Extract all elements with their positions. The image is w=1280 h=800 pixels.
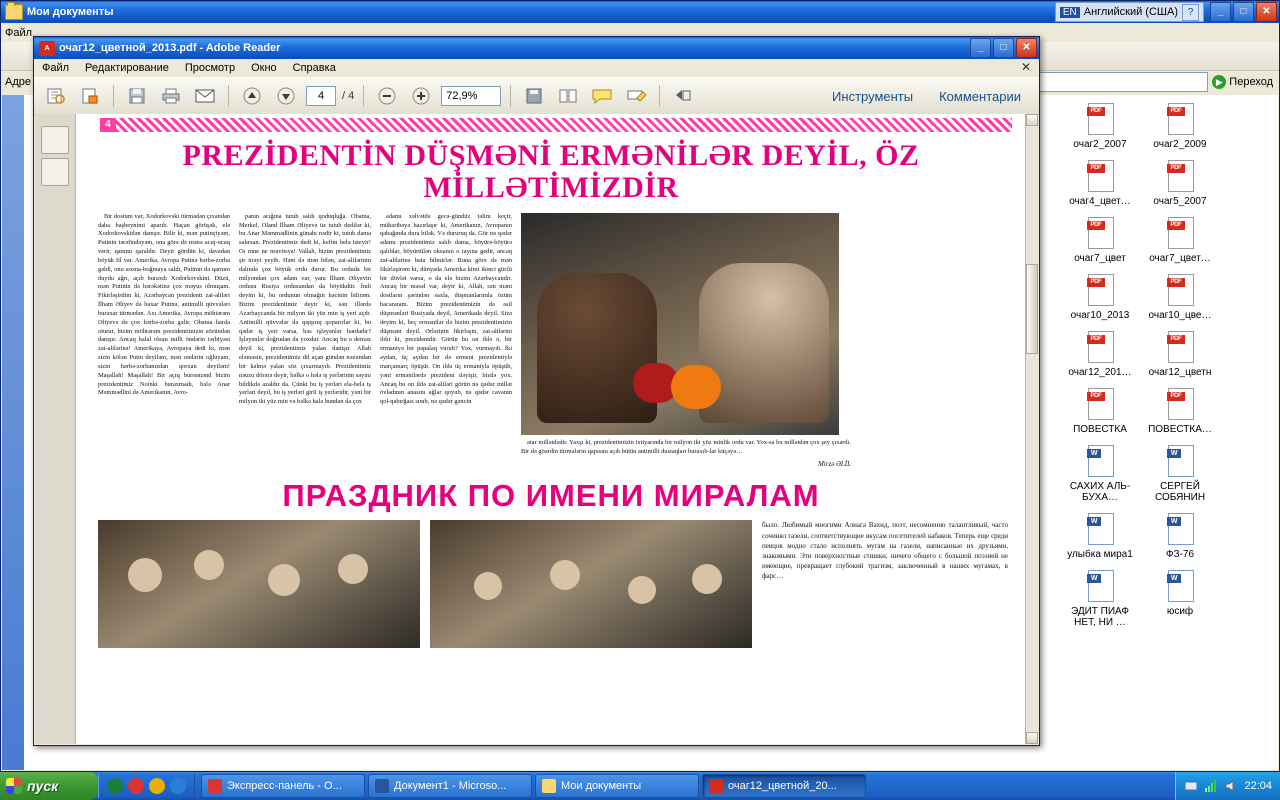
fullscreen-icon[interactable] [669,82,697,110]
pdf-icon: PDF [1084,274,1116,308]
pdf-icon: PDF [1084,388,1116,422]
file-item[interactable] [1140,509,1220,566]
file-item[interactable] [1060,270,1140,327]
word-icon: W [1164,513,1196,547]
file-item[interactable] [1060,509,1140,566]
opera-icon[interactable] [128,778,144,794]
adobe-reader-icon [709,779,723,793]
page-layout-icon[interactable] [554,82,582,110]
language-code: EN [1060,7,1080,18]
file-label: очаг2_2007 [1073,139,1127,150]
word-icon: W [1084,445,1116,479]
file-row [1060,99,1280,156]
file-item[interactable] [1140,99,1220,156]
word-icon: W [1164,445,1196,479]
highlight-icon[interactable] [622,82,650,110]
toolbar-divider [659,85,660,107]
file-label: юсиф [1166,606,1194,617]
task-list [195,774,1175,798]
page-header-bar [100,118,1012,132]
file-label: очаг10_цве… [1148,310,1212,321]
quick-launch-icon-1[interactable] [107,778,123,794]
file-item[interactable] [1060,441,1140,509]
next-page-icon[interactable] [272,82,300,110]
toolbar-divider [363,85,364,107]
file-item[interactable] [1140,327,1220,384]
pdf-icon: PDF [1164,217,1196,251]
column-2 [239,213,371,469]
page-thumbnails-icon[interactable] [41,126,69,154]
explorer-title: Мои документы [27,6,114,18]
file-label: очаг7_цвет… [1149,253,1211,264]
column-text: atar millətdədir. Yaxşı ki, prezidentimizin ixtiyarında bir milyon iki yüz minlik ordu var. Yox-sa bu millətdən çox şey çıxardı. Bir də göərdin türmələrin qapısını açıb bütün antimilli dustaqları buraxıb-lar küçəyə… [521,438,851,455]
email-icon[interactable] [191,82,219,110]
document-view[interactable] [76,114,1038,744]
close-button[interactable]: ✕ [1016,38,1037,58]
file-label: очаг12_цветн [1148,367,1212,378]
column-4 [521,213,851,469]
file-label: очаг2_2009 [1153,139,1207,150]
go-arrow-icon: ▶ [1212,75,1226,89]
file-label: ПОВЕСТКА… [1148,424,1212,435]
file-label: ЭДИТ ПИАФ НЕТ, НИ … [1070,606,1130,628]
boxing-photo [521,213,839,435]
file-item[interactable] [1140,566,1220,634]
pdf-icon: PDF [1084,103,1116,137]
taskbar-item-explorer[interactable] [535,774,699,798]
taskbar-item-opera[interactable] [201,774,365,798]
minimize-button[interactable]: _ [1210,2,1231,22]
taskbar-item-label: очаг12_цветной_20... [728,780,837,792]
word-icon: W [1084,513,1116,547]
scroll-up-button[interactable] [1026,114,1038,126]
file-item[interactable] [1140,213,1220,270]
toolbar-divider [228,85,229,107]
menu-edit[interactable]: Редактирование [85,62,169,74]
pdf-icon: PDF [1164,274,1196,308]
previous-page-icon[interactable] [238,82,266,110]
acrobat-toolbar [34,77,1039,115]
file-row [1060,509,1280,566]
toolbar-divider [113,85,114,107]
go-label: Переход [1229,76,1273,88]
second-article-text: было. Любимый многими Алиага Вахид, поэт, несомненно талантливый, часто сочинял газели, соответствующие вкусам посетителей кабаков. Теперь еще среди певцов модно стало исполнять мугам на газели, написанные их друзьями, знакомыми. Эти поверхностные стишки, ничего общего с большой поэзией не имеющие, превращает глубокий трагизм, заключенный в наших мугамах, в фарс… [762,521,1008,581]
page-total-label: / 4 [342,90,355,102]
system-tray [1175,772,1280,800]
acrobat-menubar [34,59,1039,77]
document-scrollbar[interactable] [1025,114,1038,744]
folder-icon [5,4,23,20]
column-4-text [521,439,851,457]
go-button[interactable] [1212,75,1279,89]
file-item[interactable] [1060,566,1140,634]
menu-file[interactable]: Файл [5,26,33,39]
file-item[interactable] [1060,99,1140,156]
menu-help[interactable]: Справка [292,62,336,74]
start-button[interactable] [0,772,98,800]
pdf-icon: PDF [1084,331,1116,365]
pdf-icon: PDF [1164,331,1196,365]
menu-file[interactable]: Файл [42,62,70,74]
file-label: САХИХ АЛЬ-БУХА… [1069,481,1131,503]
taskbar [0,772,1280,800]
pdf-icon: PDF [1084,160,1116,194]
article-signature: Mirzə ƏLİL [817,460,851,469]
file-label: улыбка мира1 [1067,549,1133,560]
article-headline: PREZİDENTİN DÜŞMƏNİ ERMƏNİLƏR DEYİL, ÖZ MİLLƏTİMİZDİR [182,139,920,205]
file-label: очаг5_2007 [1153,196,1207,207]
page-number-badge: 4 [100,118,116,132]
adobe-reader-icon: A [39,41,55,56]
taskbar-item-acrobat[interactable] [702,774,866,798]
file-row [1060,270,1280,327]
event-photo-2 [430,520,752,648]
column-text: adamı xəlvətdə gecə-gündüz təlim keçir, müharibəyə hazırlaşır ki, Amerikanın, Avropanın qabağında dura bilək. Və dururuq da. Gör nə qədər adamı prezidentimiz salıb dama, böyürə-böyürə qalıblar, böyürtülən okeanın o tayına gedir, ancaq zat-alilərinə bata bilmirlər. Buna görə də mən fikirləşirəm ki, dünyada Amerika kimi ikinci güclü bir dövlət varsa, o da elə bizim Azərbaycandır. Ancaq bir məsəl var, deyir ki, Allah, sən məni dostların şərindən saxla, düşmanlarımla özüm bacararam. Bizim prezidentimizin də əsil düşmənləri Rusiyada deyil, Amerikada deyil. Sizə deyim ki, heç ermənilər də bizim prezidentimizin düşməni deyil. Ərlərinin fikirləşin, zat-alilərini ildır ki, prezidentdir. Görün bu on ildə o, bir ermaniyə bir papalaq vurub? Yox, vurmayıb. İki aydan, üç aydan bir də ermeni prezidentiylə marçamarç öpüşür. On ildə üç ermaniyla öpüşüb, yəni ermənilərdə prezident dəyişir, bizdə yox. Ancaq bu on ildə zat-aliləri görün nə qədər millət övladının anasını ağlar qoyub, nə qədər cavanın qol-qabırğası sınıb, nə qədər gəncin [380,212,512,406]
file-grid [1060,95,1280,634]
volume-icon[interactable] [1224,779,1238,793]
pdf-icon: PDF [1164,160,1196,194]
pdf-icon: PDF [1164,103,1196,137]
maximize-button[interactable]: □ [993,38,1014,58]
file-label: очаг7_цвет [1074,253,1126,264]
menubar-close-icon[interactable]: ✕ [1020,60,1031,74]
acrobat-main [35,114,1038,744]
save-icon[interactable] [123,82,151,110]
file-label: очаг10_2013 [1070,310,1130,321]
start-label: пуск [27,778,59,794]
folder-icon [542,779,556,793]
toolbar-divider [510,85,511,107]
second-article-headline: ПРАЗДНИК ПО ИМЕНИ МИРАЛАМ [282,478,820,514]
file-item[interactable] [1060,327,1140,384]
tools-button[interactable]: Инструменты [832,88,914,104]
file-item[interactable] [1140,384,1220,441]
page-number-input[interactable]: 4 [306,86,336,106]
comments-button[interactable]: Комментарии [939,88,1021,104]
file-row [1060,384,1280,441]
file-row [1060,441,1280,509]
column-3 [380,213,512,469]
pdf-icon: PDF [1164,388,1196,422]
language-indicator[interactable] [1055,2,1204,22]
attachments-icon[interactable] [41,158,69,186]
taskbar-item-label: Экспресс-панель - O... [227,780,342,792]
pdf-page [76,114,1026,744]
column-1 [98,213,230,469]
pdf-icon: PDF [1084,217,1116,251]
file-row [1060,566,1280,634]
file-row [1060,327,1280,384]
file-label: ФЗ-76 [1165,549,1195,560]
second-article-body [98,520,1008,648]
print-icon[interactable] [157,82,185,110]
open-file-icon[interactable] [42,82,70,110]
acrobat-navigation-pane [35,114,76,744]
event-photo-1 [98,520,420,648]
taskbar-item-word[interactable] [368,774,532,798]
windows-logo-icon [6,778,22,794]
scroll-down-button[interactable] [1026,732,1038,744]
taskbar-item-label: Документ1 - Microso... [394,780,507,792]
column-text: Bir dostum var, Xodorkovski türmədən çıxandan daha başbeynimi aparıb. Haçan görüşək, elə Xodorkovskidən danışır. Bilir ki, mən putinçiyəm, Putinin tərəfindəyəm, ona görə də mənə acıq-ucuq verir, qanımı qaraldır. Deyir gördün ki, davadan böyük fil var. Amerika, Avropa Putinə hərbə-zorba gəldi, onu sıxma-boğmaya saldı, Putinin də qarnını duydu ağrı, açıb buraxdı Xodorkovskini. Düzü, mən Putinin də hərəkətinə çox məyus olmuşam. Fikirləşirdim ki, Azərbaycan prezidenti zat-aliləri İlham Əliyev də baxar Putinə, antimilli qüvvələri buraxar türmədən. Axı Amerika, Avropa möhtərəm Əliyevə də çox hərbə-zorba gəlir, Obama harda oturur, bizim möhtərəm prezidentimizin sözündən danışır. Ancaq halal olsun milli öndərin tərbiyəsi zat-alilərinə! Amerikaya, Avropaya dedi ki, mən sizin kölən Putin deyiləm, mən ondərin oğluyam, sizin hərbə-zorbanızdan qorxan deyiləm! Maşallah! Maşallah! Bir açıq burssmənd bizim prezidentimiz Noinki buraxmadı, hələ Anar Məmmədlini də Amerikanın, Avro- [98,212,230,397]
address-label: Адре [5,76,31,88]
word-icon: W [1084,570,1116,604]
language-name: Английский (США) [1083,6,1178,18]
quick-launch-icon-3[interactable] [149,778,165,794]
quick-launch-icon-4[interactable] [170,778,186,794]
acrobat-titlebar [34,37,1039,59]
file-item[interactable] [1060,384,1140,441]
minimize-button[interactable]: _ [970,38,991,58]
file-item[interactable] [1140,441,1220,509]
file-label: ПОВЕСТКА [1073,424,1127,435]
help-icon[interactable]: ? [1182,4,1199,21]
file-label: очаг4_цвет… [1069,196,1131,207]
opera-icon [208,779,222,793]
file-item[interactable] [1140,270,1220,327]
quick-launch [98,774,195,798]
menu-window[interactable]: Окно [251,62,277,74]
zoom-out-icon[interactable] [373,82,401,110]
word-icon: W [1164,570,1196,604]
clock[interactable]: 22:04 [1244,780,1272,792]
zoom-level-select[interactable]: 72,9% [441,86,501,106]
article-body [98,213,1002,469]
zoom-in-icon[interactable] [407,82,435,110]
comment-icon[interactable] [588,82,616,110]
close-button[interactable]: ✕ [1256,2,1277,22]
file-item[interactable] [1140,156,1220,213]
tray-icon-1[interactable] [1184,779,1198,793]
file-label: очаг12_201… [1068,367,1132,378]
explorer-window-buttons [1210,2,1277,22]
taskbar-item-label: Мои документы [561,780,642,792]
acrobat-title: очаг12_цветной_2013.pdf - Adobe Reader [59,42,281,54]
menu-view[interactable]: Просмотр [184,62,236,74]
explorer-titlebar [1,1,1279,23]
acrobat-right-tools [832,89,1031,104]
create-pdf-icon[interactable] [76,82,104,110]
scroll-thumb[interactable] [1026,264,1038,354]
file-item[interactable] [1060,213,1140,270]
acrobat-window-buttons [970,38,1037,58]
column-text: panın acığına tutub saldı qoduqluğa. Obama, Merkel, Oland İlham Əliyevə üz tutub dedilər ki, bu Anar Məmmədlinin günahı nədir ki, tutub dama salırsan. Prezidentimiz dedi ki, kefim belə isteyir! Oı mne ne nravitsya! Vallah, bizim prezidentimiz şir ürəyi yeyib. Həm də mən bilən, zat-alilərinin dalında çox böyük ordu durur. Bu ordudа bir milyondan çox adam var, yanı İlham Əliyevin ordusu Rusiya ordusundan da böyükdür. İndi deyim ki, bu ordunun olmağın həcmin bilirəm. Bizim prezidentimiz deyir ki, sən illərdə Azərbaycanda bir milyon iki yüz min iş yeri açıb. Antimilli qüvvələr də qışqırıq qoparırlar ki, bu qədər iş yeri varsa, bəs işləyənlər hardadır? İşləyənlər doğrudan da yoxdur. Ancaq bu o deməx deyil ki, prezidentimiz yalan danışır. Allah eləməsin, prezidentimiz dil açan gündən nəzundan bir kəlmə yalan söz çıxarmayıb. Prezidentimiz nəuzu dörərə deyir, bəlkə o hələ iş yerlərinin sayını bildikdə azaldır da. Çünki bu iş yerləri ela-belə iş yerləri deyil, bu iş yerləri girli iş yerləridir, yəni bir milyon iki yüz min və bəlkə halə bundan da çox [239,212,371,406]
header-pattern [116,118,1012,132]
file-item[interactable] [1060,156,1140,213]
save-as-icon[interactable] [520,82,548,110]
file-row [1060,213,1280,270]
file-row [1060,156,1280,213]
network-icon[interactable] [1204,779,1218,793]
acrobat-window [33,36,1040,746]
maximize-button[interactable]: □ [1233,2,1254,22]
explorer-sidebar [2,95,24,770]
word-icon [375,779,389,793]
file-label: СЕРГЕЙ СОБЯНИН [1154,481,1206,503]
